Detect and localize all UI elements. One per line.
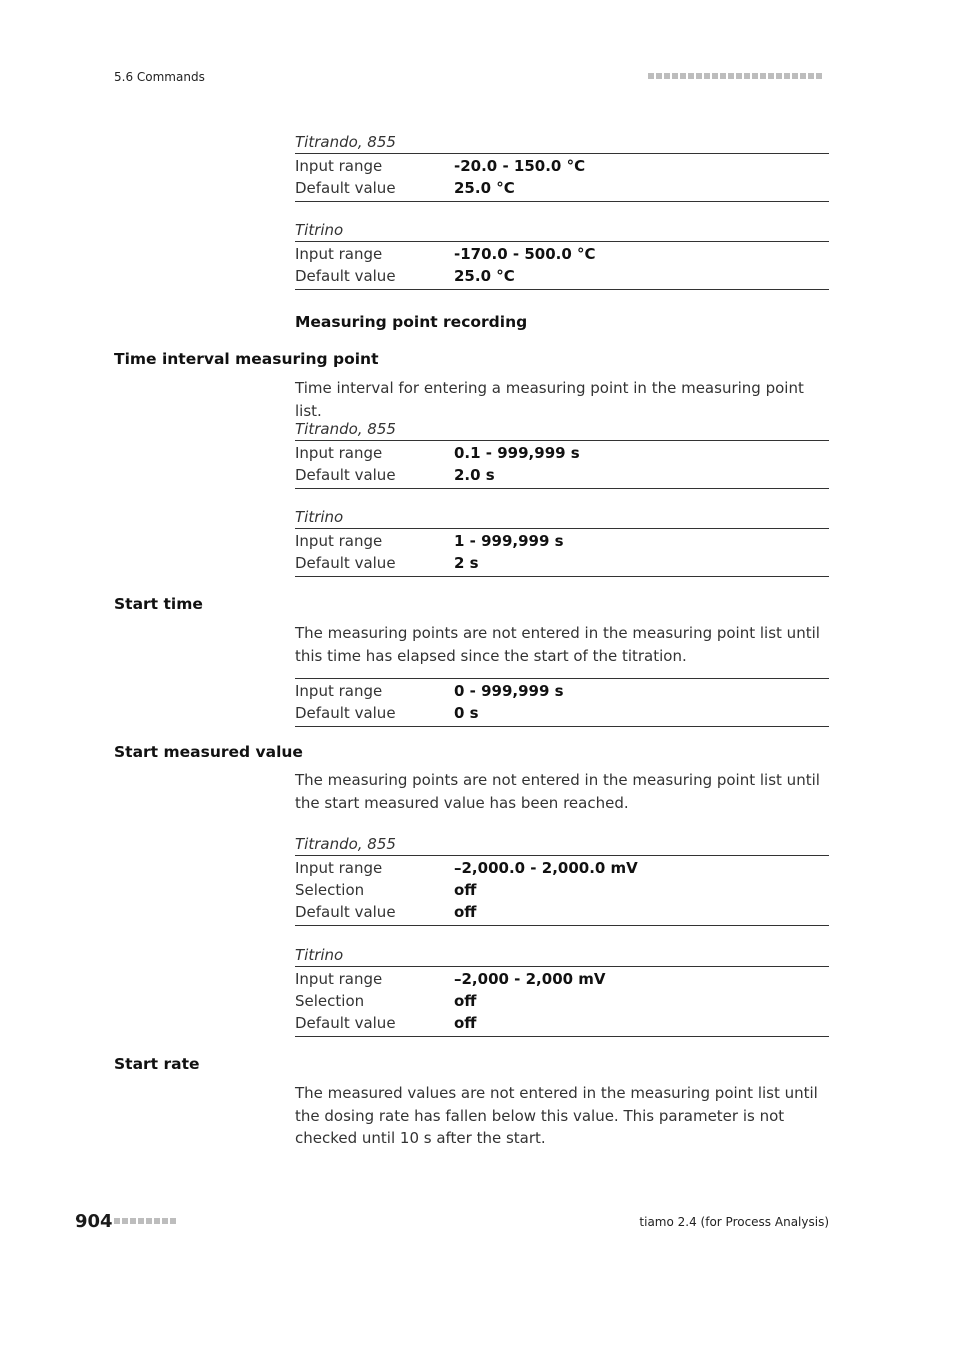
- param-row: [295, 464, 829, 486]
- param-label: Input range: [295, 859, 383, 877]
- paragraph-start-time: The measuring points are not entered in the measuring point list until this time has elapsed since the start of the titration.: [295, 624, 820, 665]
- param-block-start-time: [295, 678, 829, 727]
- param-row: [295, 243, 829, 265]
- param-row: [295, 530, 829, 552]
- param-row: [295, 177, 829, 199]
- device-caption: Titrino: [295, 221, 344, 239]
- device-caption: Titrando, 855: [295, 835, 396, 853]
- param-row: [295, 901, 829, 923]
- param-label: Input range: [295, 970, 383, 988]
- param-block-temperature-titrando: [295, 131, 829, 202]
- heading-start-rate: Start rate: [114, 1055, 200, 1073]
- heading-start-measured-value: Start measured value: [114, 743, 303, 761]
- param-row: [295, 155, 829, 177]
- heading-start-time: Start time: [114, 595, 203, 613]
- subheading-measuring-point-recording: Measuring point recording: [295, 313, 528, 331]
- paragraph-start-rate: The measured values are not entered in the measuring point list until the dosing rate has fallen below this value. This parameter is not checked until 10 s after the start.: [295, 1084, 818, 1147]
- param-block-smv-titrando: [295, 833, 829, 926]
- param-value: -20.0 - 150.0 °C: [454, 157, 586, 175]
- param-value: 25.0 °C: [454, 267, 515, 285]
- param-row: [295, 702, 829, 724]
- param-value: off: [454, 1014, 477, 1032]
- param-label: Default value: [295, 267, 396, 285]
- param-value: 0.1 - 999,999 s: [454, 444, 580, 462]
- param-label: Default value: [295, 704, 396, 722]
- header-decoration-dots: [648, 73, 822, 79]
- param-block-temperature-titrino: [295, 219, 829, 290]
- param-table: [295, 440, 829, 489]
- param-label: Default value: [295, 179, 396, 197]
- param-value: off: [454, 992, 477, 1010]
- device-caption: Titrando, 855: [295, 133, 396, 151]
- param-row: [295, 968, 829, 990]
- page-number: 904: [75, 1211, 113, 1232]
- param-label: Input range: [295, 682, 383, 700]
- param-label: Selection: [295, 992, 365, 1010]
- param-label: Input range: [295, 157, 383, 175]
- param-row: [295, 680, 829, 702]
- param-label: Default value: [295, 466, 396, 484]
- param-table: [295, 153, 829, 202]
- footer-product-name: tiamo 2.4 (for Process Analysis): [639, 1215, 829, 1229]
- param-value: off: [454, 881, 477, 899]
- param-row: [295, 265, 829, 287]
- param-table: [295, 241, 829, 290]
- param-row: [295, 442, 829, 464]
- param-value: 1 - 999,999 s: [454, 532, 564, 550]
- param-block-interval-titrino: [295, 506, 829, 577]
- paragraph-start-measured-value: The measuring points are not entered in the measuring point list until the start measured value has been reached.: [295, 771, 820, 812]
- param-value: 2.0 s: [454, 466, 495, 484]
- param-value: –2,000.0 - 2,000.0 mV: [454, 859, 638, 877]
- param-value: off: [454, 903, 477, 921]
- param-value: -170.0 - 500.0 °C: [454, 245, 596, 263]
- param-row: [295, 879, 829, 901]
- param-value: –2,000 - 2,000 mV: [454, 970, 606, 988]
- device-caption: Titrando, 855: [295, 420, 396, 438]
- paragraph-time-interval: Time interval for entering a measuring point in the measuring point list.: [295, 379, 804, 420]
- param-label: Selection: [295, 881, 365, 899]
- param-row: [295, 857, 829, 879]
- param-table: [295, 678, 829, 727]
- param-label: Input range: [295, 444, 383, 462]
- device-caption: Titrino: [295, 508, 344, 526]
- param-value: 0 s: [454, 704, 479, 722]
- param-value: 25.0 °C: [454, 179, 515, 197]
- footer-decoration-dots: [114, 1218, 176, 1224]
- param-label: Default value: [295, 554, 396, 572]
- param-table: [295, 528, 829, 577]
- param-table: [295, 966, 829, 1037]
- param-table: [295, 855, 829, 926]
- param-row: [295, 1012, 829, 1034]
- param-block-interval-titrando: [295, 418, 829, 489]
- param-value: 2 s: [454, 554, 479, 572]
- param-label: Input range: [295, 245, 383, 263]
- param-row: [295, 990, 829, 1012]
- param-value: 0 - 999,999 s: [454, 682, 564, 700]
- heading-time-interval: Time interval measuring point: [114, 350, 379, 368]
- device-caption: Titrino: [295, 946, 344, 964]
- param-row: [295, 552, 829, 574]
- param-block-smv-titrino: [295, 944, 829, 1037]
- param-label: Input range: [295, 532, 383, 550]
- running-header-section: 5.6 Commands: [114, 70, 205, 84]
- param-label: Default value: [295, 903, 396, 921]
- param-label: Default value: [295, 1014, 396, 1032]
